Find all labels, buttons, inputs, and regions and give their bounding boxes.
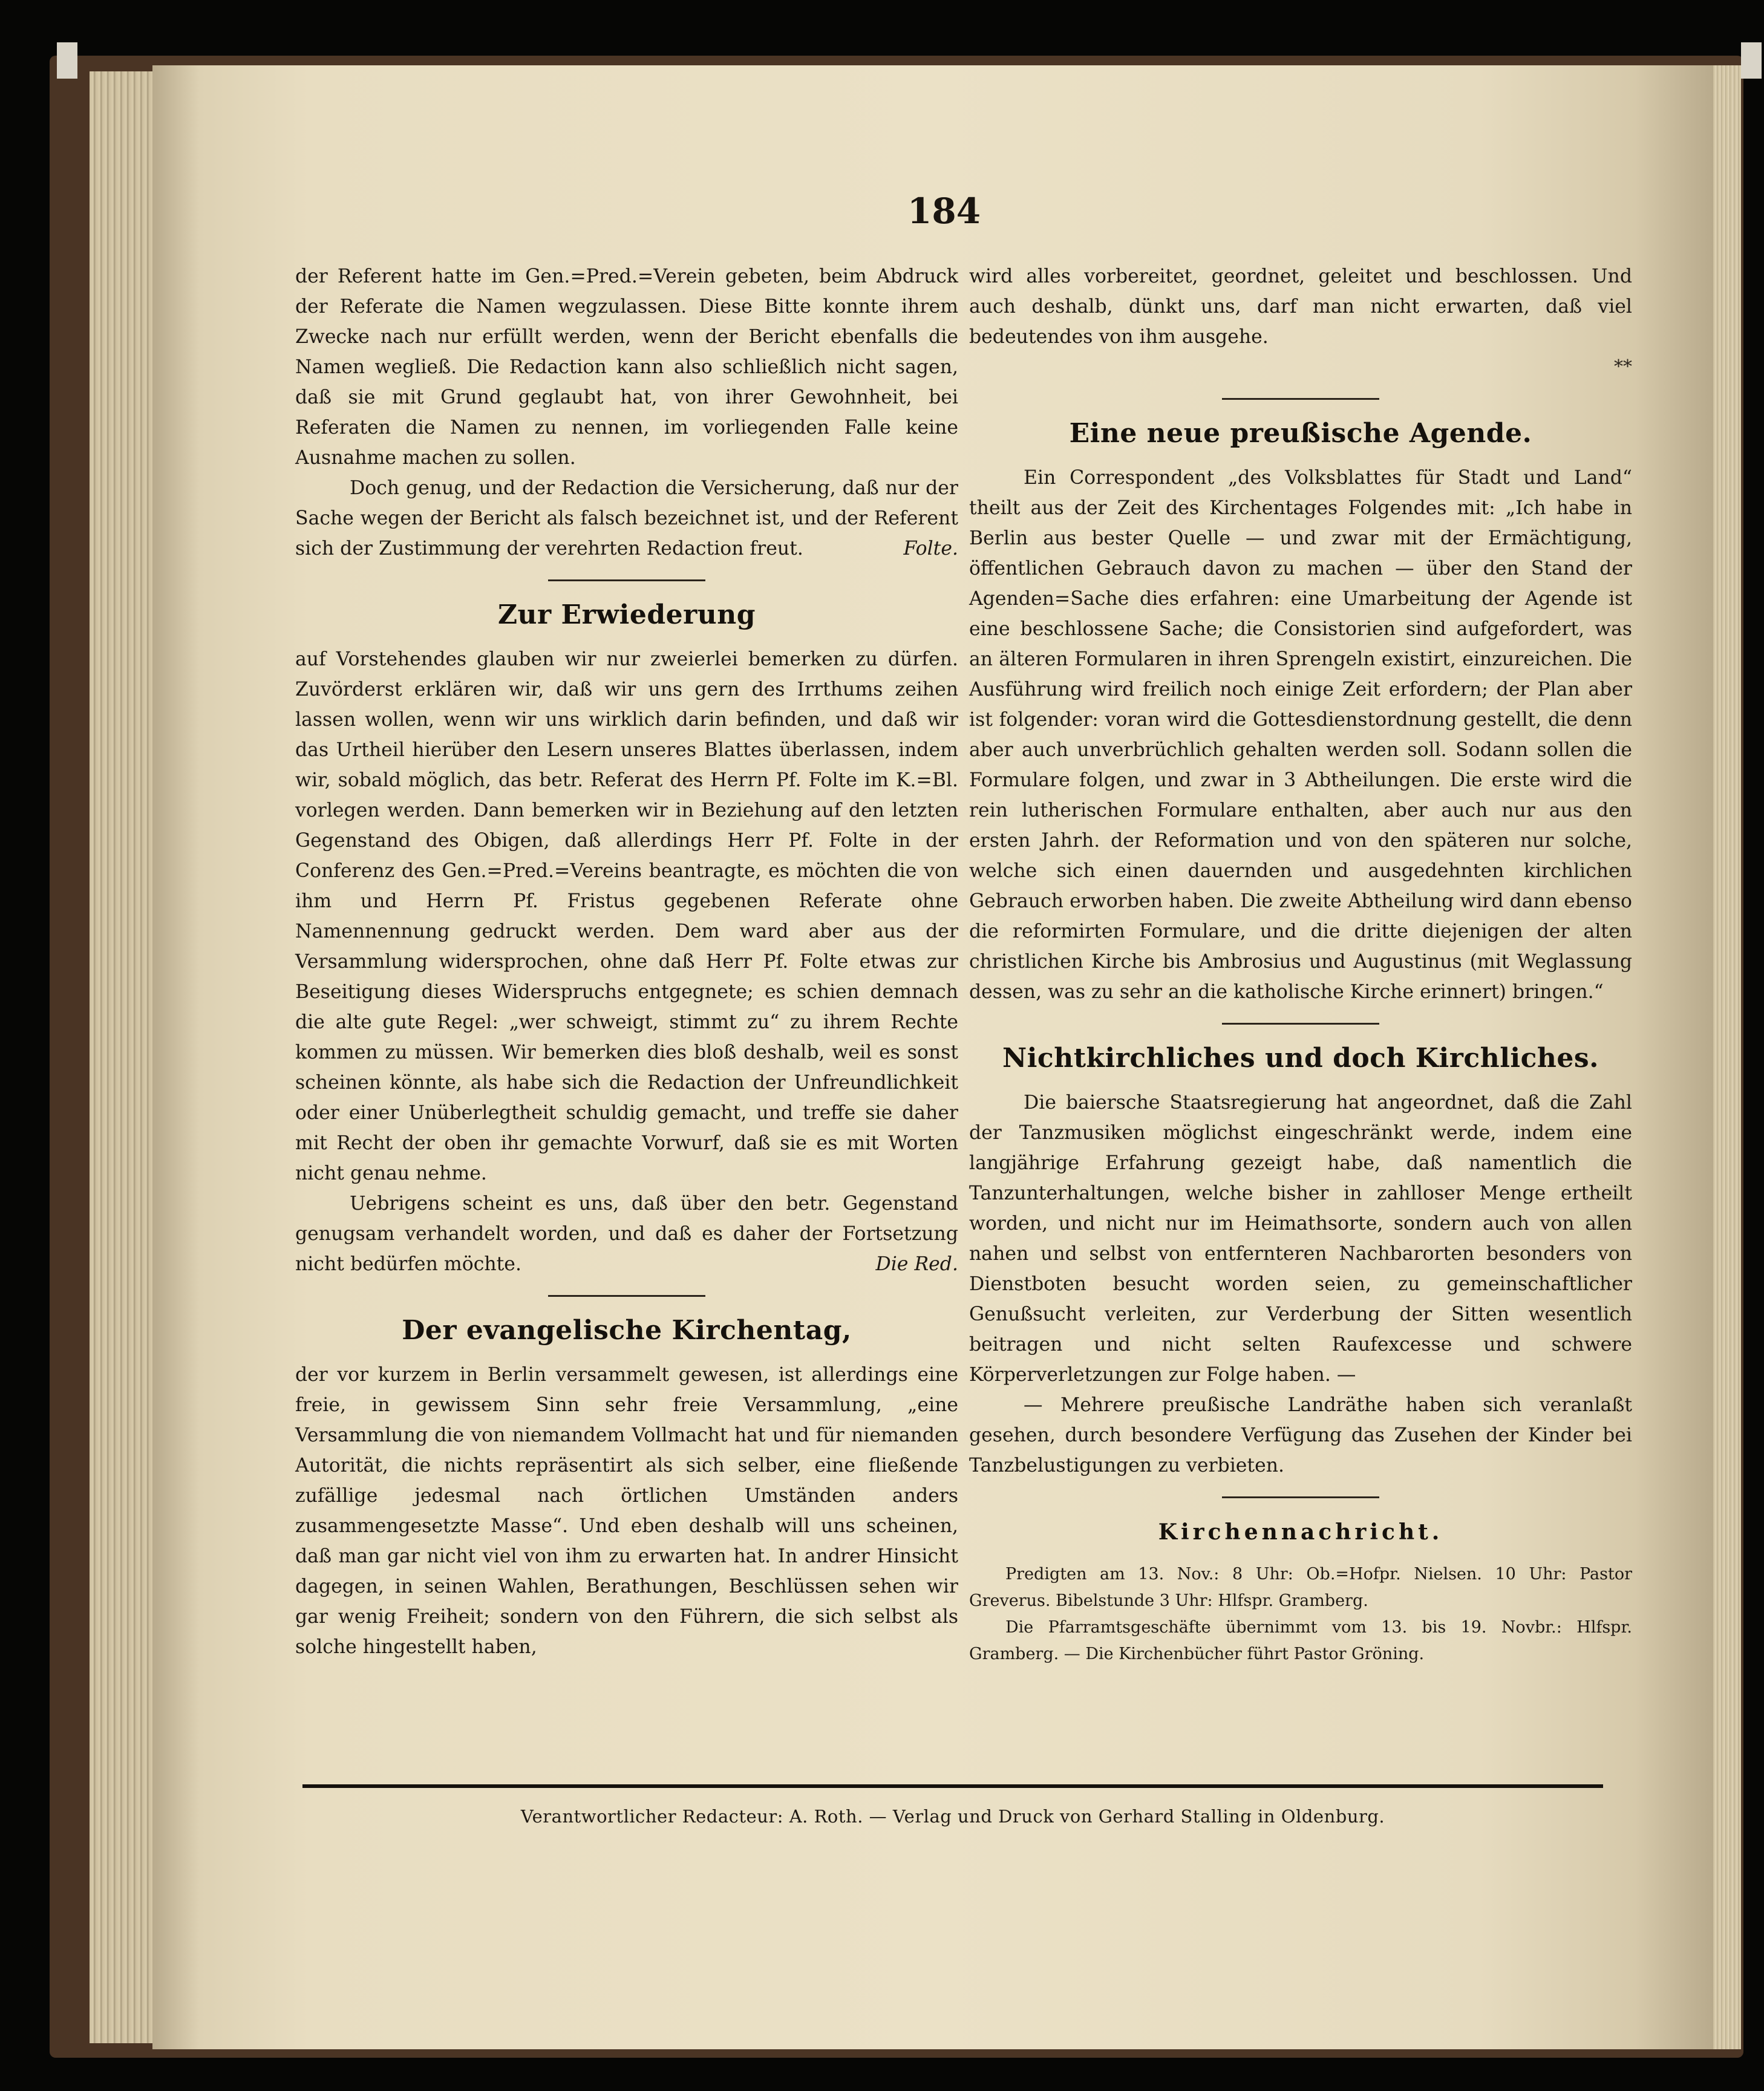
section-divider (1222, 1023, 1379, 1025)
kirchennachricht-line-2: Die Pfarramtsgeschäfte übernimmt vom 13. bis 19. Novbr.: Hlfspr. Gramberg. — Die Kirchenbücher führt Pastor Gröning. (969, 1618, 1632, 1663)
intro-signature: Folte. (903, 538, 958, 559)
section-divider (1222, 1496, 1379, 1498)
footer-imprint: Verantwortlicher Redacteur: A. Roth. — Verlag und Druck von Gerhard Stalling in Oldenburg. (520, 1806, 1385, 1827)
erwiederung-signature: Die Red. (875, 1253, 958, 1275)
footer-rule (302, 1784, 1603, 1788)
kirchentag-continuation: wird alles vorbereitet, geordnet, geleitet und beschlossen. Und auch deshalb, dünkt uns, darf man nicht erwarten, daß viel bedeutendes von ihm ausgehe. (969, 266, 1632, 348)
binding-clip-left (57, 42, 77, 79)
kirchennachricht-line-1: Predigten am 13. Nov.: 8 Uhr: Ob.=Hofpr. Nielsen. 10 Uhr: Pastor Greverus. Bibelstunde 3 Uhr: Hlfspr. Gramberg. (969, 1565, 1632, 1610)
section-divider (1222, 398, 1379, 400)
heading-agende: Eine neue preußische Agende. (1069, 418, 1532, 449)
binding-clip-right (1741, 42, 1762, 79)
nichtkirchliches-paragraph-1: Die baiersche Staatsregierung hat angeordnet, daß die Zahl der Tanzmusiken möglichst eingeschränkt werde, indem eine langjährige Erfahrung gezeigt habe, daß namentlich die Tanzunterhaltungen, welche bisher in zahlloser Menge ertheilt worden, und nicht nur im Heimathsorte, sondern auch von allen nahen und selbst von entfernteren Nachbarorten besonders von Dienstboten besucht worden seien, zu gemeinschaftlicher Genußsucht verleiten, zur Verderbung der Sitten wesentlich beitragen und nicht selten Raufexcesse und schwere Körperverletzungen zur Folge haben. — (969, 1092, 1632, 1386)
page-stack-left (90, 71, 162, 2043)
intro-paragraph-1: der Referent hatte im Gen.=Pred.=Verein gebeten, beim Abdruck der Referate die Namen wegzulassen. Diese Bitte konnte ihrem Zwecke nach nur erfüllt werden, wenn der Bericht ebenfalls die Namen wegließ. Die Redaction kann also schließlich nicht sagen, daß sie mit Grund geglaubt hat, von ihrer Gewohnheit, bei Referaten die Namen zu nennen, im vorliegenden Falle keine Ausnahme machen zu sollen. (295, 266, 958, 469)
kirchentag-paragraph: der vor kurzem in Berlin versammelt gewesen, ist allerdings eine freie, in gewissem Sinn sehr freie Versammlung, „eine Versammlung die von niemandem Vollmacht hat und für niemanden Autorität, die nichts repräsentirt als sich selber, eine fließende zufällige jedesmal nach örtlichen Umständen anders zusammengesetzte Masse“. Und eben deshalb will uns scheinen, daß man gar nicht viel von ihm zu erwarten hat. In andrer Hinsicht dagegen, in seinen Wahlen, Berathungen, Beschlüssen sehen wir gar wenig Freiheit; sondern von den Führern, die sich selbst als solche hingestellt haben, (295, 1364, 958, 1658)
intro-paragraph-2-text: Doch genug, und der Redaction die Versicherung, daß nur der Sache wegen der Bericht als falsch bezeichnet ist, und der Referent sich der Zustimmung der verehrten Redaction freut. (295, 477, 958, 559)
erwiederung-paragraph-2-text: Uebrigens scheint es uns, daß über den betr. Gegenstand genugsam verhandelt worden, und daß es daher der Fortsetzung nicht bedürfen möchte. (295, 1193, 958, 1275)
intro-paragraph-2 (295, 473, 958, 564)
page-stack-right (1713, 65, 1741, 2049)
continuation-mark: ** (1614, 356, 1632, 377)
heading-kirchennachricht: Kirchennachricht. (1158, 1519, 1443, 1545)
section-divider (548, 1295, 705, 1297)
erwiederung-paragraph-2 (295, 1189, 958, 1279)
left-column (295, 261, 958, 1662)
erwiederung-paragraph-1: auf Vorstehendes glauben wir nur zweierlei bemerken zu dürfen. Zuvörderst erklären wir, daß wir uns gern des Irrthums zeihen lassen wollen, wenn wir uns wirklich darin befinden, und daß wir das Urtheil hierüber den Lesern unseres Blattes überlassen, indem wir, sobald möglich, das betr. Referat des Herrn Pf. Folte im K.=Bl. vorlegen werden. Dann bemerken wir in Beziehung auf den letzten Gegenstand des Obigen, daß allerdings Herr Pf. Folte in der Conferenz des Gen.=Pred.=Vereins beantragte, es möchten die von ihm und Herrn Pf. Fristus gegebenen Referate ohne Namennennung gedruckt werden. Dem ward aber aus der Versammlung widersprochen, ohne daß Herr Pf. Folte etwas zur Beseitigung dieses Widerspruchs entgegnete; es schien demnach die alte gute Regel: „wer schweigt, stimmt zu“ zu ihrem Rechte kommen zu müssen. Wir bemerken dies bloß deshalb, weil es sonst scheinen könnte, als habe sich die Redaction der Unfreundlichkeit oder einer Unüberlegtheit schuldig gemacht, und treffe sie daher mit Recht der oben ihr gemachte Vorwurf, daß sie es mit Worten nicht genau nehme. (295, 648, 958, 1184)
section-divider (548, 579, 705, 581)
heading-erwiederung: Zur Erwiederung (497, 599, 756, 630)
agende-paragraph: Ein Correspondent „des Volksblattes für Stadt und Land“ theilt aus der Zeit des Kirchentages Folgendes mit: „Ich habe in Berlin aus bester Quelle — und zwar mit der Ermächtigung, öffentlichen Gebrauch davon zu machen — über den Stand der Agenden=Sache dies erfahren: eine Umarbeitung der Agende ist eine beschlossene Sache; die Consistorien sind aufgefordert, was an älteren Formularen in ihren Sprengeln existirt, einzureichen. Die Ausführung wird freilich noch einige Zeit erfordern; der Plan aber ist folgender: voran wird die Gottesdienstordnung gestellt, die denn aber auch unverbrüchlich gehalten werden soll. Sodann sollen die Formulare folgen, und zwar in 3 Abtheilungen. Die erste wird die rein lutherischen Formulare enthalten, aber auch nur aus den ersten Jahrh. der Reformation und von den späteren nur solche, welche sich einen dauernden und ausgedehnten kirchlichen Gebrauch erworben haben. Die zweite Abtheilung wird dann ebenso die reformirten Formulare, und die dritte diejenigen der alten christlichen Kirche bis Ambrosius und Augustinus (mit Weglassung dessen, was zu sehr an die katholische Kirche erinnert) bringen.“ (969, 467, 1632, 1003)
nichtkirchliches-paragraph-2: — Mehrere preußische Landräthe haben sich veranlaßt gesehen, durch besondere Verfügung das Zusehen der Kinder bei Tanzbelustigungen zu verbieten. (969, 1394, 1632, 1476)
right-column (969, 261, 1632, 1668)
page-number: 184 (907, 191, 981, 232)
heading-kirchentag: Der evangelische Kirchentag, (402, 1315, 852, 1346)
heading-nichtkirchliches: Nichtkirchliches und doch Kirchliches. (1002, 1043, 1599, 1074)
